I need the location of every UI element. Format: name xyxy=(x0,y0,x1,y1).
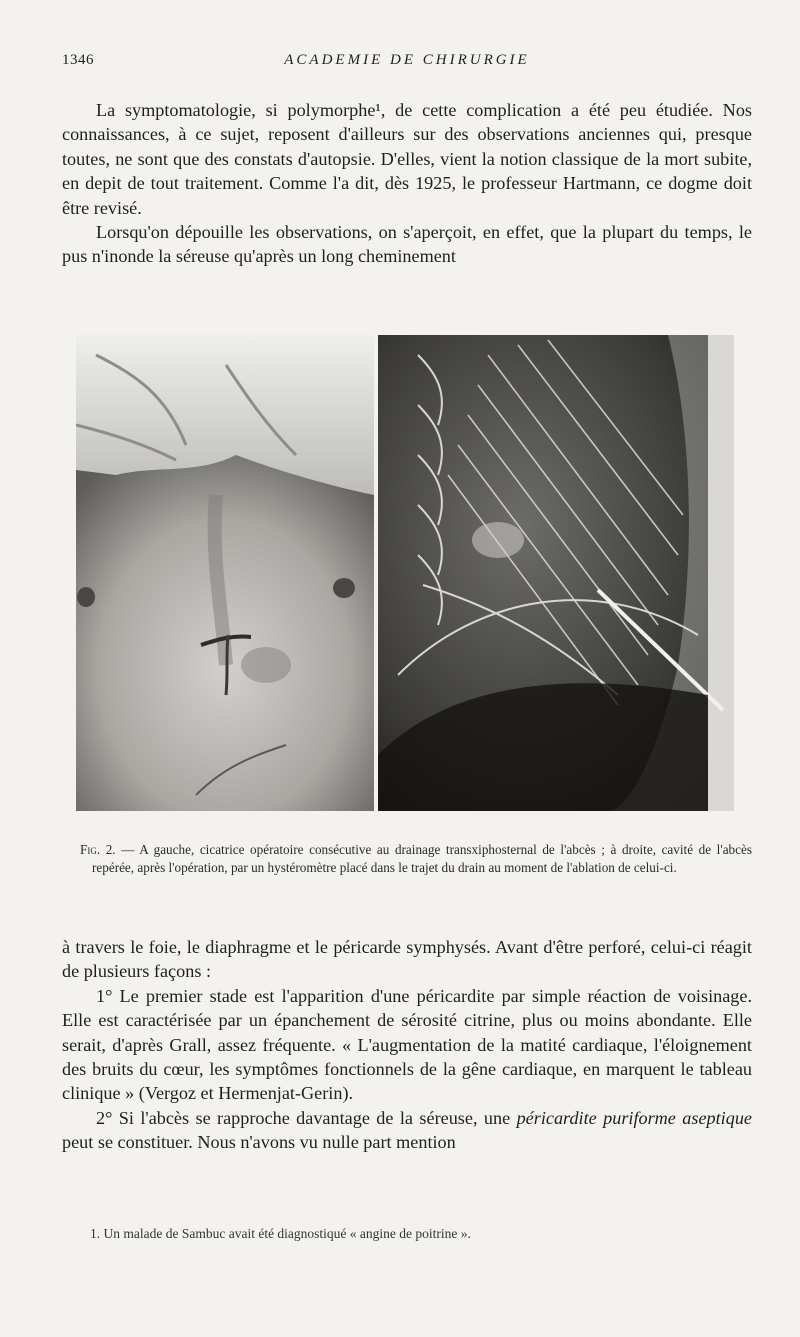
paragraph-text: peut se constituer. Nous n'avons vu nulle part mention xyxy=(62,1132,456,1153)
surgical-scar-photo xyxy=(76,335,374,811)
xray-illustration xyxy=(378,335,734,811)
italic-term: péricardite puriforme aseptique xyxy=(516,1107,752,1128)
chest-photo-illustration xyxy=(76,335,374,811)
page-number: 1346 xyxy=(62,52,94,68)
page-header xyxy=(62,52,752,74)
paragraph: à travers le foie, le diaphragme et le péricarde symphysés. Avant d'être perforé, celui-ci réagit de plusieurs façons : xyxy=(62,937,752,982)
footnote: 1. Un malade de Sambuc avait été diagnostiqué « angine de poitrine ». xyxy=(90,1226,471,1241)
figure xyxy=(76,335,734,811)
paragraph: La symptomatologie, si polymorphe¹, de cette complication a été peu étudiée. Nos connaissances, à ce sujet, reposent d'ailleurs sur des observations anciennes qui, presque toutes, ne sont que des constats d'autopsie. D'elles, vient la notion classique de la mort subite, en depit de tout traitement. Comme l'a dit, dès 1925, le professeur Hartmann, ce dogme doit être revisé. xyxy=(62,100,752,218)
abscess-cavity-xray xyxy=(378,335,734,811)
body-text-top xyxy=(62,98,752,269)
paragraph: Lorsqu'on dépouille les observations, on s'aperçoit, en effet, que la plupart du temps, le pus n'inonde la séreuse qu'après un long cheminement xyxy=(62,222,752,267)
running-title: ACADEMIE DE CHIRURGIE xyxy=(284,52,530,68)
paragraph xyxy=(62,1106,752,1155)
paragraph-text: 2° Si l'abcès se rapproche davantage de la séreuse, une xyxy=(96,1107,517,1128)
body-text-bottom xyxy=(62,935,752,1155)
figure-caption xyxy=(80,841,752,876)
paragraph: 1° Le premier stade est l'apparition d'une péricardite par simple réaction de voisinage. Elle est caractérisée par un épanchement de sérosité citrine, plus ou moins abondante. Elle serait, d'après Grall, assez fréquente. « L'augmentation de la matité cardiaque, l'éloignement des bruits du cœur, les symptômes fonctionnels de la gêne cardiaque, en marquent le tableau clinique » (Vergoz et Hermenjat-Gerin). xyxy=(62,985,752,1104)
figure-caption-text: — A gauche, cicatrice opératoire consécutive au drainage transxiphosternal de l'abcès ; à droite, cavité de l'abcès repérée, après l'opération, par un hystéromètre placé dans le trajet du drain au moment de l'ablation de celui-ci. xyxy=(92,842,752,875)
figure-label: Fig. 2. xyxy=(80,842,116,857)
